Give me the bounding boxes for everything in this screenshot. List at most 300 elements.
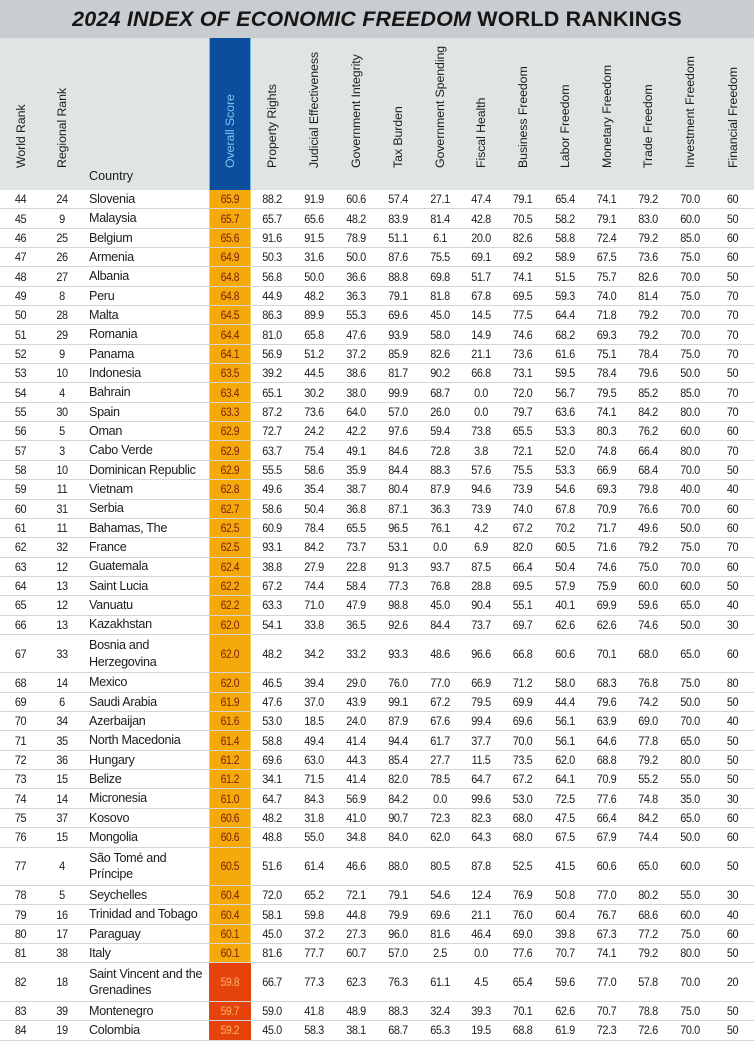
header-label: Government Spending	[433, 45, 447, 168]
financial-freedom: 70	[726, 443, 739, 458]
table-row[interactable]	[0, 925, 754, 944]
business-freedom: 82.0	[512, 540, 533, 555]
table-row[interactable]	[0, 828, 754, 847]
country-name: Kazakhstan	[89, 617, 152, 632]
table-row[interactable]	[0, 229, 754, 248]
overall-score-value: 62.5	[220, 521, 240, 536]
judicial-effectiveness: 51.2	[304, 346, 324, 361]
trade-freedom: 72.6	[638, 1023, 658, 1038]
world-rank: 67	[14, 646, 27, 661]
judicial-effectiveness: 77.7	[304, 946, 324, 961]
country-name: Bosnia and Herzegovina	[89, 638, 157, 669]
property-rights: 63.7	[262, 443, 282, 458]
monetary-freedom: 70.9	[596, 772, 617, 787]
labor-freedom: 60.6	[555, 646, 575, 661]
regional-rank: 31	[56, 501, 68, 516]
trade-freedom: 68.6	[638, 907, 658, 922]
judicial-effectiveness: 59.8	[304, 907, 324, 922]
regional-rank: 24	[56, 192, 68, 207]
business-freedom: 73.6	[512, 346, 533, 361]
financial-freedom: 60	[726, 810, 739, 825]
overall-score-value: 65.7	[220, 211, 240, 226]
property-rights: 56.9	[262, 346, 282, 361]
overall-score	[209, 461, 251, 479]
fiscal-health: 73.7	[471, 617, 491, 632]
fiscal-health: 6.9	[474, 540, 488, 555]
labor-freedom: 56.7	[555, 385, 575, 400]
investment-freedom: 60.0	[680, 859, 700, 874]
financial-freedom: 50	[726, 733, 739, 748]
world-rank: 60	[14, 501, 27, 516]
monetary-freedom: 77.0	[596, 975, 617, 990]
table-row[interactable]	[0, 1002, 754, 1021]
fiscal-health: 0.0	[474, 385, 488, 400]
table-row[interactable]	[0, 596, 754, 615]
monetary-freedom: 79.5	[596, 385, 617, 400]
regional-rank: 28	[56, 308, 68, 323]
fiscal-health: 66.9	[471, 675, 491, 690]
table-row[interactable]	[0, 538, 754, 557]
business-freedom: 74.6	[512, 327, 533, 342]
country-name: Malaysia	[89, 211, 137, 226]
monetary-freedom: 74.0	[596, 288, 617, 303]
table-row[interactable]	[0, 248, 754, 267]
fiscal-health: 51.7	[471, 269, 491, 284]
financial-freedom: 60	[726, 926, 739, 941]
judicial-effectiveness: 24.2	[304, 424, 324, 439]
header-label: Property Rights	[265, 84, 279, 168]
country-name: Colombia	[89, 1023, 140, 1038]
overall-score	[209, 500, 251, 518]
government-spending: 87.9	[430, 482, 450, 497]
overall-score	[209, 364, 251, 382]
trade-freedom: 79.2	[638, 308, 658, 323]
tax-burden: 98.8	[388, 598, 408, 613]
investment-freedom: 40.0	[680, 482, 700, 497]
property-rights: 51.6	[262, 859, 282, 874]
tax-burden: 83.9	[388, 211, 408, 226]
world-rank: 52	[14, 346, 27, 361]
judicial-effectiveness: 31.6	[304, 250, 324, 265]
business-freedom: 69.7	[512, 617, 533, 632]
trade-freedom: 65.0	[638, 859, 658, 874]
investment-freedom: 75.0	[680, 1004, 700, 1019]
government-spending: 27.1	[430, 192, 450, 207]
labor-freedom: 70.7	[555, 946, 575, 961]
header-investment-freedom[interactable]	[669, 38, 711, 190]
overall-score-value: 59.8	[220, 975, 240, 990]
financial-freedom: 80	[726, 675, 739, 690]
financial-freedom: 30	[726, 888, 739, 903]
financial-freedom: 60	[726, 250, 739, 265]
government-integrity: 58.4	[346, 579, 366, 594]
trade-freedom: 79.6	[638, 366, 658, 381]
country-name: Indonesia	[89, 365, 141, 380]
world-rank: 55	[14, 404, 27, 419]
regional-rank: 11	[56, 521, 68, 536]
judicial-effectiveness: 37.0	[304, 694, 324, 709]
government-integrity: 50.0	[346, 250, 366, 265]
tax-burden: 68.7	[388, 1023, 408, 1038]
property-rights: 56.8	[262, 269, 282, 284]
labor-freedom: 50.8	[555, 888, 575, 903]
trade-freedom: 55.2	[638, 772, 658, 787]
tax-burden: 79.1	[388, 888, 408, 903]
table-row[interactable]	[0, 1021, 754, 1040]
tax-burden: 87.1	[388, 501, 408, 516]
business-freedom: 66.8	[512, 646, 533, 661]
labor-freedom: 62.6	[555, 617, 575, 632]
regional-rank: 29	[56, 327, 68, 342]
overall-score	[209, 1002, 251, 1020]
country-name: Montenegro	[89, 1003, 154, 1018]
header-label: World Rank	[13, 104, 28, 168]
government-spending: 82.6	[430, 346, 450, 361]
table-row[interactable]	[0, 267, 754, 286]
fiscal-health: 19.5	[471, 1023, 491, 1038]
table-row[interactable]	[0, 712, 754, 731]
financial-freedom: 60	[726, 424, 739, 439]
country-name: North Macedonia	[89, 733, 181, 748]
table-row[interactable]	[0, 190, 754, 209]
country-name: Vietnam	[89, 482, 133, 497]
title-regular: WORLD RANKINGS	[471, 6, 682, 31]
table-row[interactable]	[0, 731, 754, 750]
world-rank: 50	[14, 308, 27, 323]
investment-freedom: 70.0	[680, 975, 700, 990]
world-rank: 61	[14, 521, 27, 536]
table-row[interactable]	[0, 480, 754, 499]
overall-score	[209, 403, 251, 421]
trade-freedom: 68.0	[638, 646, 658, 661]
country-name: Dominican Republic	[89, 462, 196, 477]
investment-freedom: 80.0	[680, 752, 700, 767]
regional-rank: 11	[56, 482, 68, 497]
world-rank: 68	[14, 675, 27, 690]
overall-score	[209, 789, 251, 807]
world-rank: 84	[14, 1023, 27, 1038]
judicial-effectiveness: 31.8	[304, 810, 324, 825]
world-rank: 53	[14, 366, 27, 381]
header-regional-rank[interactable]	[41, 38, 83, 190]
world-rank: 74	[14, 791, 27, 806]
overall-score	[209, 770, 251, 788]
table-row[interactable]	[0, 616, 754, 635]
monetary-freedom: 74.6	[596, 559, 617, 574]
country-name: Kosovo	[89, 810, 130, 825]
header-label: Judicial Effectiveness	[307, 51, 321, 168]
judicial-effectiveness: 75.4	[304, 443, 324, 458]
government-integrity: 49.1	[346, 443, 366, 458]
judicial-effectiveness: 37.2	[304, 926, 324, 941]
table-row[interactable]	[0, 673, 754, 692]
world-rank: 79	[14, 907, 27, 922]
table-row[interactable]	[0, 886, 754, 905]
country-name: Cabo Verde	[89, 443, 153, 458]
table-row[interactable]	[0, 441, 754, 460]
government-integrity: 38.1	[346, 1023, 366, 1038]
monetary-freedom: 71.6	[596, 540, 617, 555]
monetary-freedom: 63.9	[596, 714, 617, 729]
government-spending: 76.1	[430, 521, 450, 536]
world-rank: 83	[14, 1004, 27, 1019]
labor-freedom: 58.9	[555, 250, 575, 265]
labor-freedom: 64.4	[555, 308, 575, 323]
overall-score	[209, 441, 251, 459]
fiscal-health: 90.4	[471, 598, 491, 613]
government-integrity: 36.5	[346, 617, 366, 632]
business-freedom: 77.5	[512, 308, 533, 323]
government-spending: 81.4	[430, 211, 450, 226]
overall-score	[209, 190, 251, 208]
labor-freedom: 57.9	[555, 579, 575, 594]
monetary-freedom: 75.7	[596, 269, 617, 284]
table-row[interactable]	[0, 751, 754, 770]
government-spending: 90.2	[430, 366, 450, 381]
trade-freedom: 75.0	[638, 559, 658, 574]
header-tax-burden[interactable]	[377, 38, 419, 190]
monetary-freedom: 79.6	[596, 694, 617, 709]
overall-score-value: 62.0	[220, 675, 240, 690]
government-integrity: 27.3	[346, 926, 366, 941]
table-row[interactable]	[0, 905, 754, 924]
header-label: Overall Score	[223, 94, 237, 168]
government-integrity: 42.2	[346, 424, 366, 439]
table-row[interactable]	[0, 693, 754, 712]
table-row[interactable]	[0, 325, 754, 344]
fiscal-health: 21.1	[471, 907, 491, 922]
regional-rank: 15	[56, 830, 68, 845]
table-row[interactable]	[0, 403, 754, 422]
header-label: Business Freedom	[515, 66, 530, 168]
government-spending: 67.6	[430, 714, 450, 729]
government-integrity: 33.2	[346, 646, 366, 661]
header-business-freedom[interactable]	[501, 38, 544, 190]
overall-score-value: 63.3	[220, 404, 240, 419]
investment-freedom: 75.0	[680, 926, 700, 941]
business-freedom: 69.5	[512, 288, 533, 303]
property-rights: 45.0	[262, 926, 282, 941]
table-row[interactable]	[0, 306, 754, 325]
labor-freedom: 59.3	[555, 288, 575, 303]
government-integrity: 48.9	[346, 1004, 366, 1019]
world-rank: 71	[14, 733, 27, 748]
tax-burden: 85.9	[388, 346, 408, 361]
tax-burden: 79.9	[388, 907, 408, 922]
regional-rank: 33	[56, 646, 68, 661]
header-government-integrity[interactable]	[335, 38, 377, 190]
overall-score-value: 62.8	[220, 482, 240, 497]
table-row[interactable]	[0, 364, 754, 383]
world-rank: 63	[14, 559, 27, 574]
regional-rank: 14	[56, 791, 68, 806]
monetary-freedom: 74.1	[596, 404, 617, 419]
table-row[interactable]	[0, 383, 754, 402]
property-rights: 58.6	[262, 501, 282, 516]
government-integrity: 29.0	[346, 675, 366, 690]
world-rank: 64	[14, 579, 27, 594]
business-freedom: 69.2	[512, 250, 533, 265]
header-country[interactable]: Country	[89, 169, 134, 183]
government-integrity: 47.9	[346, 598, 366, 613]
business-freedom: 68.0	[512, 830, 533, 845]
table-row[interactable]	[0, 558, 754, 577]
property-rights: 44.9	[262, 288, 282, 303]
fiscal-health: 87.8	[471, 859, 491, 874]
investment-freedom: 60.0	[680, 907, 700, 922]
world-rank: 81	[14, 946, 27, 961]
country-name: Belize	[89, 771, 122, 786]
header-government-spending[interactable]	[419, 38, 461, 190]
tax-burden: 87.9	[388, 714, 408, 729]
table-row[interactable]	[0, 848, 754, 887]
header-financial-freedom[interactable]	[711, 38, 754, 190]
header-labor-freedom[interactable]	[544, 38, 586, 190]
tax-burden: 80.4	[388, 482, 408, 497]
world-rank: 47	[14, 250, 27, 265]
trade-freedom: 76.6	[638, 501, 658, 516]
investment-freedom: 60.0	[680, 424, 700, 439]
monetary-freedom: 77.6	[596, 791, 617, 806]
overall-score	[209, 944, 251, 962]
judicial-effectiveness: 55.0	[304, 830, 324, 845]
monetary-freedom: 71.8	[596, 308, 617, 323]
world-rank: 46	[14, 230, 27, 245]
property-rights: 39.2	[262, 366, 282, 381]
header-monetary-freedom[interactable]	[586, 38, 627, 190]
world-rank: 51	[14, 327, 27, 342]
judicial-effectiveness: 44.5	[304, 366, 324, 381]
overall-score	[209, 519, 251, 537]
fiscal-health: 73.9	[471, 501, 491, 516]
trade-freedom: 79.2	[638, 946, 658, 961]
header-world-rank[interactable]	[0, 38, 41, 190]
overall-score-value: 61.4	[220, 733, 240, 748]
country-name: Saint Lucia	[89, 578, 149, 593]
labor-freedom: 67.8	[555, 501, 575, 516]
country-name: Belgium	[89, 230, 133, 245]
overall-score-value: 63.5	[220, 366, 240, 381]
table-row[interactable]	[0, 963, 754, 1002]
financial-freedom: 60	[726, 830, 739, 845]
header-fiscal-health[interactable]	[461, 38, 501, 190]
labor-freedom: 65.4	[555, 192, 575, 207]
table-row[interactable]	[0, 809, 754, 828]
tax-burden: 53.1	[388, 540, 408, 555]
fiscal-health: 94.6	[471, 482, 491, 497]
world-rank: 77	[14, 859, 27, 874]
judicial-effectiveness: 58.3	[304, 1023, 324, 1038]
table-row[interactable]	[0, 944, 754, 963]
regional-rank: 4	[59, 385, 65, 400]
table-row[interactable]	[0, 209, 754, 228]
table-row[interactable]	[0, 789, 754, 808]
judicial-effectiveness: 84.3	[304, 791, 324, 806]
table-row[interactable]	[0, 345, 754, 364]
fiscal-health: 99.6	[471, 791, 491, 806]
trade-freedom: 76.2	[638, 424, 658, 439]
table-row[interactable]	[0, 461, 754, 480]
government-spending: 68.7	[430, 385, 450, 400]
regional-rank: 9	[59, 346, 65, 361]
property-rights: 60.9	[262, 521, 282, 536]
table-row[interactable]	[0, 500, 754, 519]
header-judicial-effectiveness[interactable]	[293, 38, 335, 190]
world-rank: 73	[14, 772, 27, 787]
monetary-freedom: 67.5	[596, 250, 617, 265]
property-rights: 45.0	[262, 1023, 282, 1038]
property-rights: 65.7	[262, 211, 282, 226]
regional-rank: 5	[59, 888, 65, 903]
country-name: Romania	[89, 327, 138, 342]
labor-freedom: 60.5	[555, 540, 575, 555]
regional-rank: 13	[56, 617, 68, 632]
government-spending: 58.0	[430, 327, 450, 342]
world-rank: 54	[14, 385, 27, 400]
property-rights: 59.0	[262, 1004, 282, 1019]
overall-score	[209, 267, 251, 285]
government-spending: 67.2	[430, 694, 450, 709]
investment-freedom: 65.0	[680, 810, 700, 825]
monetary-freedom: 69.9	[596, 598, 617, 613]
fiscal-health: 21.1	[471, 346, 491, 361]
header-label: Government Integrity	[349, 54, 363, 168]
government-spending: 72.8	[430, 443, 450, 458]
table-row[interactable]	[0, 287, 754, 306]
financial-freedom: 50	[726, 579, 739, 594]
tax-burden: 88.8	[388, 269, 408, 284]
fiscal-health: 79.5	[471, 694, 491, 709]
business-freedom: 67.2	[512, 521, 533, 536]
header-trade-freedom[interactable]	[627, 38, 669, 190]
tax-burden: 84.2	[388, 791, 408, 806]
government-spending: 76.8	[430, 579, 450, 594]
header-label: Fiscal Health	[474, 97, 488, 168]
table-row[interactable]	[0, 519, 754, 538]
property-rights: 34.1	[262, 772, 282, 787]
tax-burden: 91.3	[388, 559, 408, 574]
overall-score	[209, 209, 251, 227]
judicial-effectiveness: 34.2	[304, 646, 324, 661]
header-overall-score[interactable]	[209, 38, 251, 190]
government-integrity: 64.0	[346, 404, 366, 419]
judicial-effectiveness: 49.4	[304, 733, 324, 748]
government-integrity: 65.5	[346, 521, 366, 536]
overall-score	[209, 848, 251, 886]
regional-rank: 12	[56, 559, 68, 574]
government-integrity: 72.1	[346, 888, 366, 903]
fiscal-health: 12.4	[471, 888, 491, 903]
table-row[interactable]	[0, 635, 754, 674]
property-rights: 72.7	[262, 424, 282, 439]
country-name: Malta	[89, 307, 119, 322]
header-property-rights[interactable]	[251, 38, 293, 190]
labor-freedom: 68.2	[555, 327, 575, 342]
property-rights: 48.8	[262, 830, 282, 845]
world-rank: 80	[14, 926, 27, 941]
investment-freedom: 80.0	[680, 443, 700, 458]
world-rank: 44	[14, 192, 27, 207]
judicial-effectiveness: 50.4	[304, 501, 324, 516]
country-name: Vanuatu	[89, 598, 133, 613]
tax-burden: 79.1	[388, 288, 408, 303]
table-row[interactable]	[0, 422, 754, 441]
table-row[interactable]	[0, 577, 754, 596]
overall-score	[209, 673, 251, 691]
fiscal-health: 42.8	[471, 211, 491, 226]
world-rank: 57	[14, 443, 27, 458]
table-row[interactable]	[0, 770, 754, 789]
